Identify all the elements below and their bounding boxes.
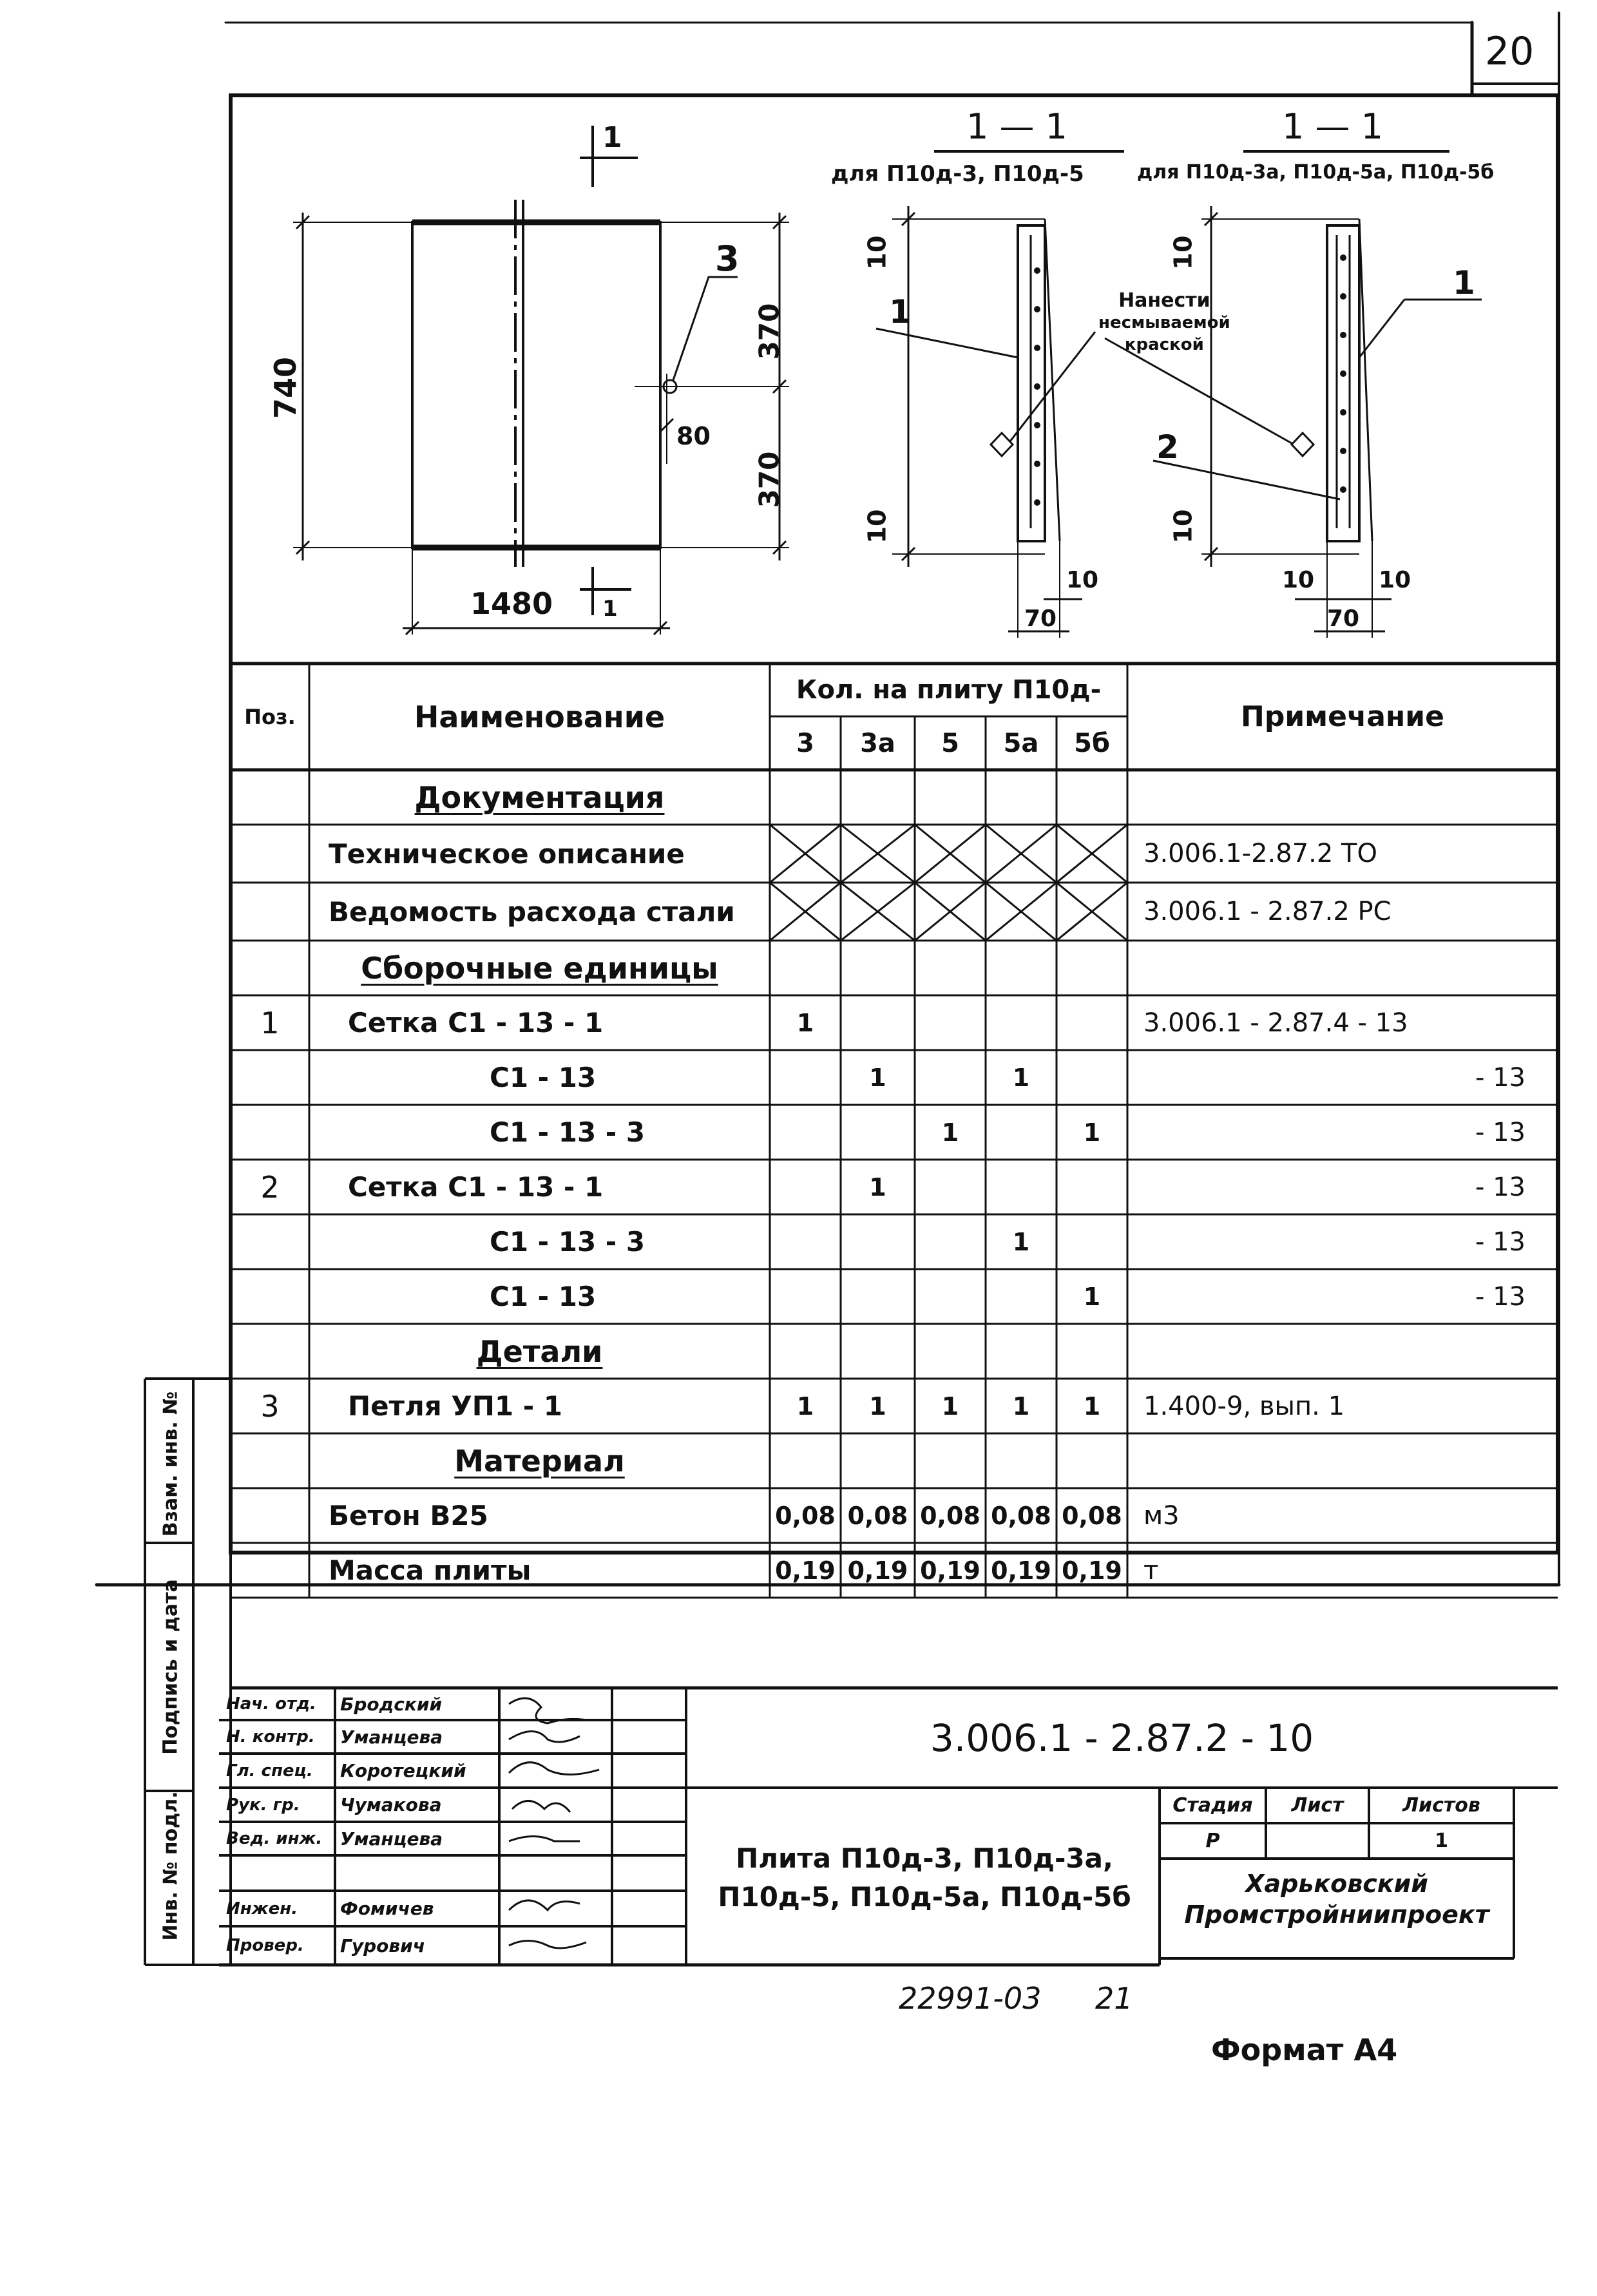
sheets-label: Листов <box>1402 1794 1480 1817</box>
row-qty <box>915 941 986 995</box>
row-note <box>1127 770 1558 825</box>
section2-dim-70: 70 <box>1327 606 1360 632</box>
row-qty <box>915 1214 986 1269</box>
row-pos: 2 <box>260 1169 280 1205</box>
row-name: Сетка С1 - 13 - 1 <box>348 1007 604 1038</box>
signatory-role: Провер. <box>226 1936 304 1955</box>
row-qty <box>1057 1433 1127 1488</box>
stage-label: Стадия <box>1172 1794 1253 1817</box>
row-qty <box>986 1160 1057 1214</box>
row-qty: 0,19 <box>1062 1556 1122 1585</box>
row-qty: 1 <box>1012 1063 1030 1092</box>
section1-dim-10-right: 10 <box>1066 567 1099 593</box>
doc-code: 3.006.1 - 2.87.2 - 10 <box>930 1716 1314 1760</box>
dim-80: 80 <box>676 422 711 450</box>
signatory-role: Нач. отд. <box>226 1694 316 1714</box>
section1-pos-1: 1 <box>889 293 912 330</box>
row-note <box>1127 1324 1558 1379</box>
row-pos <box>231 1269 309 1324</box>
row-name: Техническое описание <box>329 837 685 870</box>
row-qty: 1 <box>869 1392 886 1421</box>
row-qty <box>915 770 986 825</box>
row-qty <box>1057 995 1127 1050</box>
row-qty: 1 <box>1083 1282 1101 1311</box>
row-qty <box>841 1324 915 1379</box>
signatory-role: Н. контр. <box>226 1727 315 1746</box>
section1-dim-10-bottom: 10 <box>863 509 892 544</box>
row-qty: 0,19 <box>991 1556 1051 1585</box>
row-pos <box>231 1433 309 1488</box>
row-pos <box>231 1543 309 1598</box>
row-pos <box>231 770 309 825</box>
row-qty <box>986 941 1057 995</box>
row-name: С1 - 13 <box>490 1281 597 1312</box>
header-note: Примечание <box>1241 700 1444 733</box>
dim-370-bottom: 370 <box>753 451 785 508</box>
row-qty: 0,19 <box>775 1556 836 1585</box>
row-qty <box>1057 941 1127 995</box>
signatory-name: Чумакова <box>340 1794 442 1815</box>
row-qty <box>841 1433 915 1488</box>
row-qty <box>770 1050 841 1105</box>
row-note: - 13 <box>1475 1281 1525 1312</box>
row-qty: 1 <box>869 1172 886 1201</box>
section1-dim-10-top: 10 <box>863 235 892 270</box>
row-pos <box>231 1105 309 1160</box>
row-name: Бетон В25 <box>329 1500 488 1531</box>
row-qty: 0,19 <box>847 1556 908 1585</box>
row-pos <box>231 1050 309 1105</box>
row-note: 3.006.1-2.87.2 ТО <box>1143 839 1377 868</box>
row-qty: 1 <box>1012 1227 1030 1256</box>
row-heading: Сборочные единицы <box>361 950 718 986</box>
section1-dim-70: 70 <box>1024 606 1057 632</box>
signatory-name: Уманцева <box>340 1828 443 1850</box>
section2-dim-10-top: 10 <box>1169 235 1198 270</box>
row-note: м3 <box>1143 1500 1180 1531</box>
row-qty: 1 <box>869 1063 886 1092</box>
section2-subtitle: для П10д-3а, П10д-5а, П10д-5б <box>1137 161 1495 184</box>
row-pos <box>231 1488 309 1543</box>
row-heading: Материал <box>454 1443 625 1478</box>
header-col-5b: 5б <box>1074 728 1110 758</box>
row-qty: 0,08 <box>920 1501 980 1530</box>
row-note: - 13 <box>1475 1227 1525 1257</box>
stage-value: Р <box>1205 1830 1220 1852</box>
row-qty <box>841 1269 915 1324</box>
section2-pos-2: 2 <box>1156 428 1179 466</box>
row-qty <box>986 995 1057 1050</box>
sheet-label: Лист <box>1291 1794 1344 1817</box>
row-qty <box>1057 770 1127 825</box>
row-qty <box>770 941 841 995</box>
row-qty: 1 <box>796 1392 814 1421</box>
row-name: Сетка С1 - 13 - 1 <box>348 1171 604 1203</box>
header-name: Наименование <box>414 699 665 734</box>
row-qty <box>915 1050 986 1105</box>
row-qty <box>1057 1050 1127 1105</box>
row-qty <box>770 1214 841 1269</box>
row-name: Масса плиты <box>329 1555 531 1586</box>
row-qty: 1 <box>1012 1392 1030 1421</box>
position-label-3: 3 <box>715 238 740 279</box>
row-qty <box>770 770 841 825</box>
header-pos: Поз. <box>244 704 296 729</box>
dim-1480: 1480 <box>470 586 553 621</box>
row-qty <box>770 1324 841 1379</box>
organization-line-1: Харьковский <box>1245 1870 1428 1898</box>
row-heading: Документация <box>414 780 665 815</box>
sheet-number: 20 <box>1485 29 1535 74</box>
stamp-inv-podl: Инв. № подл. <box>159 1791 182 1941</box>
doc-title-line-1: Плита П10д-3, П10д-3а, <box>736 1842 1113 1874</box>
signatory-name: Гурович <box>340 1935 425 1956</box>
section-mark-top: 1 <box>602 121 622 154</box>
row-pos <box>231 883 309 941</box>
paint-note-line-3: краской <box>1124 335 1204 354</box>
row-name: Ведомость расхода стали <box>329 895 735 928</box>
row-qty <box>770 1269 841 1324</box>
signatory-name: Фомичев <box>340 1898 434 1919</box>
row-qty <box>841 1214 915 1269</box>
row-qty: 0,08 <box>1062 1501 1122 1530</box>
row-note: 1.400-9, вып. 1 <box>1143 1391 1345 1421</box>
signatory-role: Рук. гр. <box>226 1795 300 1815</box>
section-mark-bottom: 1 <box>602 596 618 622</box>
row-note: - 13 <box>1475 1172 1525 1202</box>
row-qty: 0,19 <box>920 1556 980 1585</box>
row-qty <box>986 1269 1057 1324</box>
row-qty <box>915 1269 986 1324</box>
paint-note-line-2: несмываемой <box>1098 313 1230 332</box>
row-note: т <box>1143 1555 1159 1585</box>
sheet-value <box>1266 1823 1369 1859</box>
header-col-5: 5 <box>941 728 959 758</box>
row-qty: 1 <box>941 1392 959 1421</box>
doc-title <box>693 1839 1156 1917</box>
section2-dim-10-left: 10 <box>1282 567 1315 593</box>
row-qty <box>770 1160 841 1214</box>
header-qty: Кол. на плиту П10д- <box>796 675 1102 705</box>
doc-title-line-2: П10д-5, П10д-5а, П10д-5б <box>718 1881 1131 1913</box>
row-qty: 0,08 <box>991 1501 1051 1530</box>
organization <box>1160 1868 1514 1930</box>
signatory-role: Вед. инж. <box>226 1829 323 1848</box>
archive-number: 22991-03 <box>899 1981 1042 2016</box>
row-note: 3.006.1 - 2.87.2 РС <box>1143 897 1391 926</box>
row-qty: 1 <box>1083 1118 1101 1147</box>
section1-title: 1 — 1 <box>966 106 1068 147</box>
section2-dim-10-bottom: 10 <box>1169 509 1198 544</box>
row-note <box>1127 1433 1558 1488</box>
row-qty: 0,08 <box>847 1501 908 1530</box>
row-note <box>1127 941 1558 995</box>
row-qty <box>915 995 986 1050</box>
sheets-value: 1 <box>1435 1830 1448 1852</box>
section2-dim-10-right: 10 <box>1379 567 1411 593</box>
paint-note-line-1: Нанести <box>1118 289 1210 312</box>
header-col-3a: 3а <box>860 728 895 758</box>
signatory-role: Гл. спец. <box>226 1761 313 1781</box>
section1-subtitle: для П10д-3, П10д-5 <box>831 161 1084 187</box>
row-qty <box>986 1105 1057 1160</box>
row-qty <box>1057 1324 1127 1379</box>
organization-line-2: Промстройниипроект <box>1184 1900 1489 1929</box>
row-name: С1 - 13 <box>490 1062 597 1093</box>
row-note: 3.006.1 - 2.87.4 - 13 <box>1143 1008 1408 1038</box>
row-qty <box>841 995 915 1050</box>
row-pos <box>231 1214 309 1269</box>
signatory-role: Инжен. <box>226 1899 298 1918</box>
row-note: - 13 <box>1475 1062 1525 1093</box>
row-qty <box>1057 1160 1127 1214</box>
dim-740: 740 <box>268 356 303 419</box>
signatory-name: Коротецкий <box>340 1760 466 1781</box>
signatory-name: Бродский <box>340 1693 443 1715</box>
row-pos <box>231 1324 309 1379</box>
row-qty <box>915 1324 986 1379</box>
archive-page: 21 <box>1095 1981 1133 2016</box>
signatory-name: Уманцева <box>340 1726 443 1748</box>
row-qty <box>1057 1214 1127 1269</box>
row-note: - 13 <box>1475 1117 1525 1147</box>
row-name: Петля УП1 - 1 <box>348 1390 562 1422</box>
section2-pos-1: 1 <box>1453 264 1475 301</box>
row-qty <box>986 1324 1057 1379</box>
row-qty <box>770 1105 841 1160</box>
row-qty <box>841 1105 915 1160</box>
row-qty <box>915 1160 986 1214</box>
stamp-signature-date: Подпись и дата <box>159 1579 182 1755</box>
stamp-vzam-inv: Взам. инв. № <box>159 1391 182 1537</box>
row-qty: 1 <box>1083 1392 1101 1421</box>
header-col-5a: 5а <box>1003 728 1039 758</box>
row-qty: 1 <box>941 1118 959 1147</box>
format-label: Формат А4 <box>1211 2033 1398 2067</box>
row-qty: 1 <box>796 1008 814 1037</box>
row-pos: 1 <box>260 1005 280 1040</box>
row-qty <box>986 1433 1057 1488</box>
row-qty <box>915 1433 986 1488</box>
signatory-role <box>222 1855 335 1891</box>
row-qty <box>841 941 915 995</box>
row-qty <box>770 1433 841 1488</box>
paint-note <box>1098 290 1230 356</box>
row-qty <box>841 770 915 825</box>
section2-title: 1 — 1 <box>1282 106 1384 147</box>
signatory-name <box>335 1855 499 1891</box>
row-name: С1 - 13 - 3 <box>490 1226 645 1258</box>
row-pos <box>231 825 309 883</box>
row-pos: 3 <box>260 1388 280 1424</box>
header-col-3: 3 <box>796 728 814 758</box>
row-qty <box>986 770 1057 825</box>
dim-370-top: 370 <box>753 303 785 360</box>
row-name: С1 - 13 - 3 <box>490 1116 645 1148</box>
row-heading: Детали <box>476 1334 603 1369</box>
row-qty: 0,08 <box>775 1501 836 1530</box>
row-pos <box>231 941 309 995</box>
